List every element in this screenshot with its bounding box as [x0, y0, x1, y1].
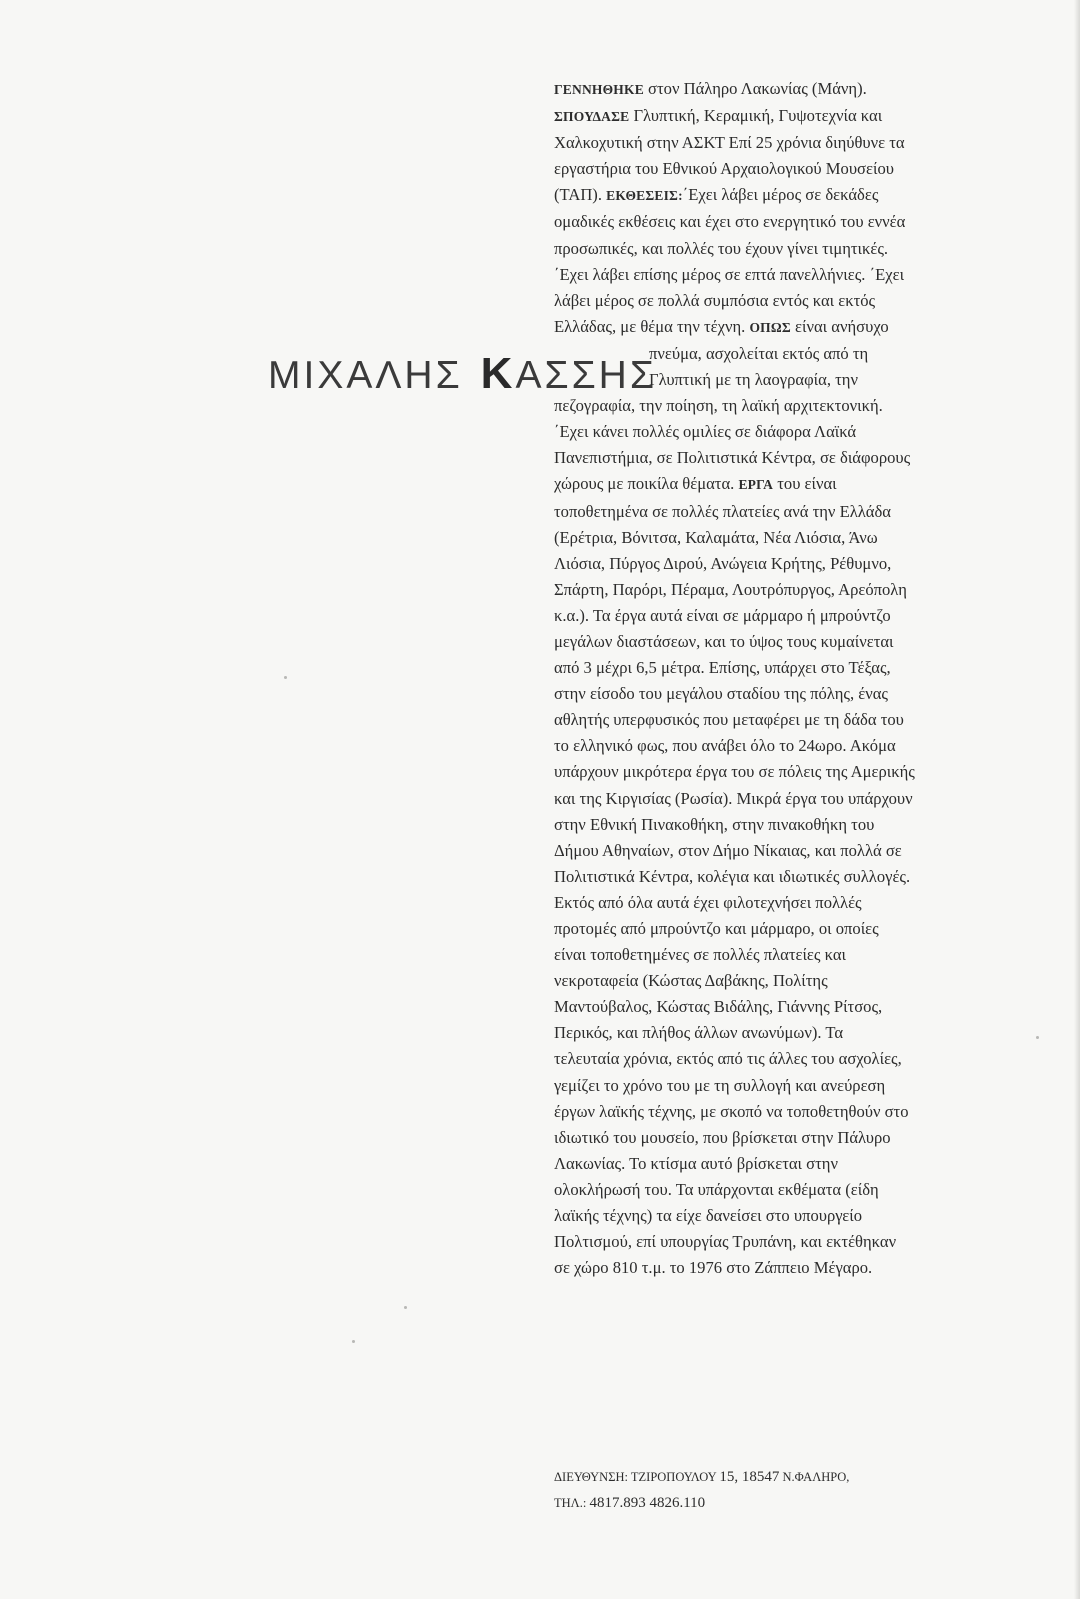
bio-text: Πολτισμού, επί υπουργίας Τρυπάνη, και εκτέθηκαν [554, 1232, 897, 1252]
bio-line [554, 419, 974, 445]
bio-text: του είναι [773, 474, 837, 494]
bio-line [554, 156, 974, 182]
address-label: ΔΙΕΥΘΥΝΣΗ: ΤΖΙΡΟΠΟΥΛΟΥ [554, 1470, 717, 1484]
bio-line [554, 288, 974, 314]
bio-keyword: ΟΠΩΣ [749, 319, 791, 335]
bio-line [554, 916, 974, 942]
bio-line [554, 445, 974, 471]
bio-line [554, 1046, 974, 1072]
bio-text: ολοκλήρωσή του. Τα υπάρχονται εκθέματα (είδη [554, 1179, 879, 1199]
bio-text: το ελληνικό φως, που ανάβει όλο το 24ωρο. Ακόμα [554, 736, 896, 756]
bio-text: Πολιτιστικά Κέντρα, κολέγια και ιδιωτικές συλλογές. [554, 866, 911, 886]
bio-line [554, 393, 974, 419]
bio-text: Δήμου Αθηναίων, στον Δήμο Νίκαιας, και πολλά σε [554, 840, 902, 860]
bio-line [554, 994, 974, 1020]
scan-speck [1036, 1036, 1039, 1039]
bio-text: γεμίζει το χρόνο του με τη συλλογή και ανεύρεση [554, 1075, 886, 1095]
bio-text: Λιόσια, Πύργος Διρού, Ανώγεια Κρήτης, Ρέθυμνο, [554, 553, 892, 573]
bio-line [554, 1255, 974, 1281]
bio-text: είναι ανήσυχο [790, 316, 889, 336]
bio-text: (ΤΑΠ). [554, 185, 607, 205]
bio-line [554, 707, 974, 733]
bio-text: Εκτός από όλα αυτά έχει φιλοτεχνήσει πολλές [554, 892, 862, 912]
bio-text: εργαστήρια του Εθνικού Αρχαιολογικού Μουσείου [554, 159, 894, 179]
bio-text: Σπάρτη, Παρόρι, Πέραμα, Λουτρόπυργος, Αρεόπολη [554, 579, 907, 599]
bio-text: είναι τοποθετημένες σε πολλές πλατείες και [554, 945, 846, 965]
bio-text: στον Πάληρο Λακωνίας (Μάνη). [643, 79, 867, 98]
bio-text: ιδιωτικό του μουσείο, που βρίσκεται στην Πάλυρο [554, 1127, 891, 1147]
bio-line [554, 103, 974, 130]
bio-text: προσωπικές, και πολλές του έχουν γίνει τιμητικές. [554, 238, 889, 258]
bio-line [554, 681, 974, 707]
bio-line [554, 551, 974, 577]
phone-line [554, 1490, 849, 1516]
bio-text: προτομές από μπρούντζο και μάρμαρο, οι οποίες [554, 919, 879, 938]
bio-text: Γλυπτική, Κεραμική, Γυψοτεχνία και [629, 106, 883, 126]
bio-text: ΄Εχει κάνει πολλές ομιλίες σε διάφορα Λαϊκά [554, 422, 857, 442]
bio-line [554, 1099, 974, 1125]
bio-text: τοποθετημένα σε πολλές πλατείες ανά την Ελλάδα [554, 501, 892, 521]
artist-surname-rest: ΑΣΣΗΣ [515, 354, 657, 397]
bio-text: σε χώρο 810 τ.μ. το 1976 στο Ζάππειο Μέγαρο. [554, 1258, 873, 1278]
bio-line [554, 812, 974, 838]
bio-text: στην Εθνική Πινακοθήκη, στην πινακοθήκη του [554, 814, 875, 834]
bio-text: Γλυπτική με τη λαογραφία, την [649, 370, 858, 390]
scan-speck [352, 1340, 355, 1343]
bio-text: πεζογραφία, την ποίηση, τη λαϊκή αρχιτεκτονική. [554, 396, 883, 416]
bio-line [554, 968, 974, 994]
contact-footer [554, 1464, 849, 1516]
artist-surname-initial: Κ [480, 349, 516, 398]
bio-text: Χαλκοχυτική στην ΑΣΚΤ Επί 25 χρόνια διηύθυνε τα [554, 133, 905, 153]
bio-line [554, 733, 974, 759]
bio-text: από 3 μέχρι 6,5 μέτρα. Επίσης, υπάρχει στο Τέξας, [554, 658, 891, 678]
bio-text: μεγάλων διαστάσεων, και το ύψος τους κυμαίνεται [554, 631, 894, 651]
phone-label: ΤΗΛ.: [554, 1496, 587, 1510]
bio-text: νεκροταφεία (Κώστας Δαβάκης, Πολίτης [554, 971, 828, 991]
biography-text [554, 76, 974, 1281]
bio-line [554, 864, 974, 890]
address-number: 15, 18547 [719, 1469, 780, 1485]
bio-line [554, 577, 974, 603]
bio-text: κ.α.). Τα έργα αυτά είναι σε μάρμαρο ή μπρούντζο [554, 605, 891, 625]
bio-text: Περικός, και πλήθος άλλων ανωνύμων). Τα [554, 1023, 844, 1043]
bio-line [554, 838, 974, 864]
bio-line [554, 182, 974, 209]
address-line [554, 1464, 849, 1490]
bio-line [554, 942, 974, 968]
bio-text: λαϊκής τέχνης) τα είχε δανείσει στο υπουργείο [554, 1206, 863, 1226]
bio-keyword: ΓΕΝΝΗΘΗΚΕ [554, 82, 644, 97]
bio-text: λάβει μέρος σε πολλά συμπόσια εντός και εκτός [554, 290, 876, 310]
bio-text: Πανεπιστήμια, σε Πολιτιστικά Κέντρα, σε διάφορους [554, 448, 911, 468]
bio-line [554, 236, 974, 262]
bio-line [554, 76, 974, 103]
bio-text: ΄Εχει λάβει μέρος σε δεκάδες [682, 185, 879, 205]
bio-line [554, 314, 974, 341]
bio-keyword: ΣΠΟΥΔΑΣΕ [554, 109, 630, 125]
bio-line [554, 471, 974, 498]
bio-line [554, 341, 974, 367]
scan-speck [284, 676, 287, 679]
bio-text: ομαδικές εκθέσεις και έχει στο ενεργητικό του εννέα [554, 212, 906, 232]
bio-text: Λακωνίας. Το κτίσμα αυτό βρίσκεται στην [554, 1153, 838, 1173]
bio-line [554, 1203, 974, 1229]
bio-line [554, 1151, 974, 1177]
bio-text: στην είσοδο του μεγάλου σταδίου της πόλης, ένας [554, 684, 888, 704]
scan-speck [404, 1306, 407, 1309]
artist-first-name: ΜΙΧΑΛΗΣ [268, 354, 463, 397]
bio-line [554, 525, 974, 551]
bio-keyword: ΕΡΓΑ [738, 477, 774, 493]
bio-line [554, 1229, 974, 1255]
bio-text: ΄Εχει λάβει επίσης μέρος σε επτά πανελλήνιες. ΄Εχει [554, 264, 905, 284]
bio-line [554, 629, 974, 655]
bio-line [554, 786, 974, 812]
bio-text: Μαντούβαλος, Κώστας Βιδάλης, Γιάννης Ρίτσος, [554, 997, 883, 1017]
bio-line [554, 499, 974, 525]
bio-text: έργων λαϊκής τέχνης, με σκοπό να τοποθετηθούν στο [554, 1101, 909, 1121]
bio-text: Ελλάδας, με θέμα την τέχνη. [554, 316, 750, 336]
bio-line [554, 890, 974, 916]
bio-line [554, 1073, 974, 1099]
bio-line [554, 1020, 974, 1046]
bio-line [554, 209, 974, 235]
address-area: Ν.ΦΑΛΗΡΟ, [782, 1470, 850, 1484]
bio-line [554, 759, 974, 785]
bio-line [554, 655, 974, 681]
bio-keyword: ΕΚΘΕΣΕΙΣ: [606, 188, 683, 204]
bio-line [554, 262, 974, 288]
phone-numbers: 4817.893 4826.110 [589, 1495, 706, 1511]
bio-text: και της Κιργισίας (Ρωσία). Μικρά έργα του υπάρχουν [554, 788, 913, 808]
bio-text: πνεύμα, ασχολείται εκτός από τη [649, 343, 869, 363]
page-edge-shadow [1074, 0, 1080, 1599]
bio-line [554, 367, 974, 393]
bio-line [554, 1125, 974, 1151]
bio-line [554, 1177, 974, 1203]
bio-text: (Ερέτρια, Βόνιτσα, Καλαμάτα, Νέα Λιόσια, Άνω [554, 527, 878, 547]
bio-line [554, 130, 974, 156]
bio-text: τελευταία χρόνια, εκτός από τις άλλες του ασχολίες, [554, 1049, 902, 1069]
bio-text: αθλητής υπερφυσικός που μεταφέρει με τη δάδα του [554, 710, 904, 730]
bio-text: υπάρχουν μικρότερα έργα του σε πόλεις της Αμερικής [554, 762, 915, 782]
bio-line [554, 603, 974, 629]
bio-text: χώρους με ποικίλα θέματα. [554, 474, 739, 494]
